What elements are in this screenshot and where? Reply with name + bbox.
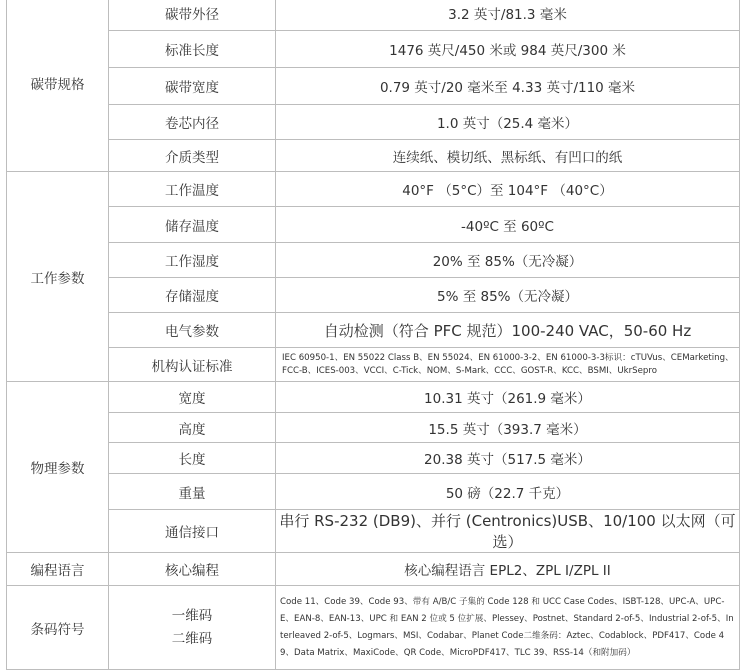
row-value: 5% 至 85%（无冷凝）	[276, 278, 740, 313]
row-name: 碳带宽度	[109, 68, 276, 105]
table-row	[7, 243, 740, 278]
table-row	[7, 586, 740, 670]
row-value: 20.38 英寸（517.5 毫米）	[276, 443, 740, 474]
row-name: 卷芯内径	[109, 105, 276, 140]
row-value: 3.2 英寸/81.3 毫米	[276, 0, 740, 31]
row-name: 储存温度	[109, 207, 276, 243]
spec-table	[6, 0, 740, 670]
row-name: 宽度	[109, 382, 276, 413]
row-name: 存储湿度	[109, 278, 276, 313]
row-value: 20% 至 85%（无冷凝）	[276, 243, 740, 278]
row-value-barcode: Code 11、Code 39、Code 93、带有 A/B/C 子集的 Code 128 和 UCC Case Codes、ISBT-128、UPC-A、UPC-E、EAN-8、EAN-13、UPC 和 EAN 2 位或 5 位扩展、Plessey、Postnet、Standard 2-of-5、Industrial 2-of-5、Interleaved 2-of-5、Logmars、MSI、Codabar、Planet Code二维条码：Aztec、Codablock、PDF417、Code 49、Data Matrix、MaxiCode、QR Code、MicroPDF417、TLC 39、RSS-14（和附加码）	[276, 586, 740, 670]
table-row	[7, 278, 740, 313]
table-row	[7, 313, 740, 348]
row-value: 15.5 英寸（393.7 毫米）	[276, 413, 740, 443]
table-row	[7, 510, 740, 553]
row-name: 通信接口	[109, 510, 276, 553]
section-barcode: 条码符号	[7, 586, 109, 670]
row-name: 重量	[109, 474, 276, 510]
table-row	[7, 207, 740, 243]
section-physical: 物理参数	[7, 382, 109, 553]
table-row	[7, 140, 740, 172]
row-value: 核心编程语言 EPL2、ZPL I/ZPL II	[276, 553, 740, 586]
row-name: 高度	[109, 413, 276, 443]
row-value: 40°F （5°C）至 104°F （40°C）	[276, 172, 740, 207]
row-value: 连续纸、模切纸、黑标纸、有凹口的纸	[276, 140, 740, 172]
table-row	[7, 443, 740, 474]
row-name: 机构认证标准	[109, 348, 276, 382]
row-value: 自动检测（符合 PFC 规范）100-240 VAC，50-60 Hz	[276, 313, 740, 348]
table-row	[7, 413, 740, 443]
section-operating: 工作参数	[7, 172, 109, 382]
row-value: -40ºC 至 60ºC	[276, 207, 740, 243]
table-row	[7, 0, 740, 31]
row-name: 电气参数	[109, 313, 276, 348]
row-name: 介质类型	[109, 140, 276, 172]
table-row	[7, 172, 740, 207]
barcode-1d-label: 一维码	[171, 607, 213, 624]
section-ribbon: 碳带规格	[7, 0, 109, 172]
row-name-barcode	[109, 586, 276, 670]
row-name: 长度	[109, 443, 276, 474]
row-value: 1.0 英寸（25.4 毫米）	[276, 105, 740, 140]
table-row	[7, 474, 740, 510]
table-row	[7, 382, 740, 413]
row-name: 标准长度	[109, 31, 276, 68]
barcode-2d-label: 二维码	[171, 630, 213, 647]
section-language: 编程语言	[7, 553, 109, 586]
row-value: 10.31 英寸（261.9 毫米）	[276, 382, 740, 413]
table-row	[7, 553, 740, 586]
row-value: 0.79 英寸/20 毫米至 4.33 英寸/110 毫米	[276, 68, 740, 105]
table-row	[7, 105, 740, 140]
row-value: 50 磅（22.7 千克）	[276, 474, 740, 510]
certification-line: IEC 60950-1、EN 55022 Class B、EN 55024、EN 61000-3-2、EN 61000-3-3标识：cTUVus、CEMarketing、	[282, 352, 734, 363]
table-row	[7, 31, 740, 68]
certification-line: FCC-B、ICES-003、VCCI、C-Tick、NOM、S-Mark、CCC、GOST-R、KCC、BSMI、UkrSepro	[282, 365, 657, 376]
row-name: 工作湿度	[109, 243, 276, 278]
row-value-certification	[276, 348, 740, 382]
table-row	[7, 68, 740, 105]
row-value: 串行 RS-232 (DB9)、并行 (Centronics)USB、10/100 以太网（可选）	[276, 510, 740, 553]
row-value: 1476 英尺/450 米或 984 英尺/300 米	[276, 31, 740, 68]
table-row	[7, 348, 740, 382]
row-name: 核心编程	[109, 553, 276, 586]
row-name: 工作温度	[109, 172, 276, 207]
row-name: 碳带外径	[109, 0, 276, 31]
